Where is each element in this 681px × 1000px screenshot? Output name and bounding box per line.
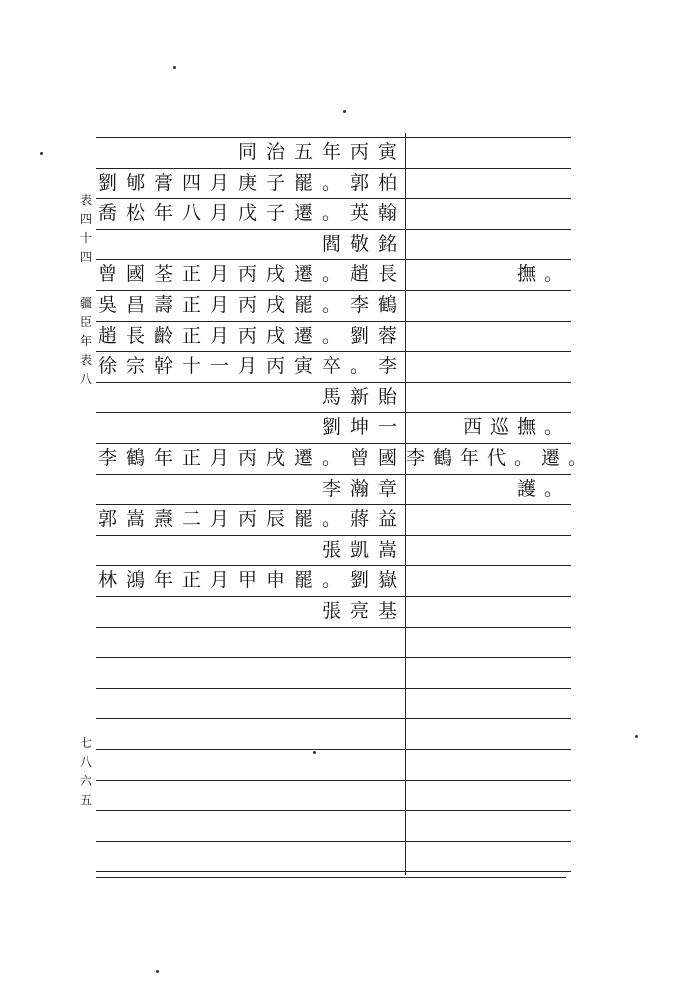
row-13-right-cell bbox=[406, 535, 575, 565]
row-20-left-cell bbox=[96, 749, 412, 779]
row-22-right-cell bbox=[406, 810, 575, 840]
row-3-right-cell bbox=[406, 229, 575, 259]
row-15-right-cell bbox=[406, 596, 575, 626]
row-1-right-cell bbox=[406, 168, 575, 198]
margin-page-number: 七八六五 bbox=[79, 736, 92, 807]
speck bbox=[343, 110, 346, 113]
bottom-border bbox=[96, 877, 566, 878]
row-16-left-cell bbox=[96, 627, 412, 657]
row-23-right-cell bbox=[406, 841, 575, 871]
row-17-left-cell bbox=[96, 657, 412, 687]
row-17-right-cell bbox=[406, 657, 575, 687]
row-15-left-cell: 張亮基 bbox=[321, 600, 406, 622]
row-8-left-cell: 馬新貽 bbox=[321, 385, 406, 408]
row-5-left-cell: 吳昌壽正月丙戌罷。李鶴 bbox=[97, 294, 406, 316]
row-12-right-cell bbox=[406, 504, 575, 534]
row-divider bbox=[96, 871, 571, 872]
row-16-right-cell bbox=[406, 627, 575, 657]
row-12-left-cell: 郭嵩燾二月丙辰罷。蔣益 bbox=[97, 508, 406, 531]
row-6-right-cell bbox=[406, 321, 575, 351]
row-0-left-cell: 同治五年丙寅 bbox=[237, 141, 406, 163]
row-20-right-cell bbox=[406, 749, 575, 779]
row-22-left-cell bbox=[96, 810, 412, 840]
row-4-right-cell: 撫。 bbox=[516, 263, 571, 286]
row-18-left-cell bbox=[96, 688, 412, 718]
row-18-right-cell bbox=[406, 688, 575, 718]
row-0-right-cell bbox=[406, 137, 575, 167]
row-19-right-cell bbox=[406, 718, 575, 748]
speck bbox=[156, 970, 159, 973]
speck bbox=[313, 751, 316, 754]
margin-section-title: 疆臣年表八 bbox=[79, 296, 92, 386]
row-14-right-cell bbox=[406, 565, 575, 595]
speck bbox=[173, 66, 176, 69]
speck bbox=[635, 735, 638, 738]
row-13-left-cell: 張凱嵩 bbox=[321, 538, 406, 561]
row-9-right-cell: 西巡撫。 bbox=[462, 416, 571, 439]
row-8-right-cell bbox=[406, 382, 575, 412]
row-21-right-cell bbox=[406, 780, 575, 810]
row-3-left-cell: 閻敬銘 bbox=[321, 232, 406, 255]
speck bbox=[40, 152, 43, 155]
row-23-left-cell bbox=[96, 841, 412, 871]
row-5-right-cell bbox=[406, 290, 575, 320]
row-11-left-cell: 李瀚章 bbox=[321, 477, 406, 500]
row-9-left-cell: 劉坤一 bbox=[321, 416, 406, 439]
row-19-left-cell bbox=[96, 718, 412, 748]
row-10-left-cell: 李鶴年正月丙戌遷。曾國 bbox=[97, 447, 406, 469]
margin-table-ref: 表四十四 bbox=[79, 193, 92, 264]
row-1-left-cell: 劉郇膏四月庚子罷。郭柏 bbox=[97, 171, 406, 194]
row-7-right-cell bbox=[406, 351, 575, 381]
row-2-right-cell bbox=[406, 198, 575, 228]
row-14-left-cell: 林鴻年正月甲申罷。劉嶽 bbox=[97, 569, 406, 592]
row-2-left-cell: 喬松年八月戊子遷。英翰 bbox=[97, 202, 406, 225]
row-10-right-cell: 李鶴年代。遷。 bbox=[406, 447, 596, 469]
row-21-left-cell bbox=[96, 780, 412, 810]
row-6-left-cell: 趙長齡正月丙戌遷。劉蓉 bbox=[97, 324, 406, 347]
row-11-right-cell: 護。 bbox=[516, 477, 571, 500]
row-7-left-cell: 徐宗幹十一月丙寅卒。李 bbox=[97, 355, 406, 378]
row-4-left-cell: 曾國荃正月丙戌遷。趙長 bbox=[97, 263, 406, 286]
